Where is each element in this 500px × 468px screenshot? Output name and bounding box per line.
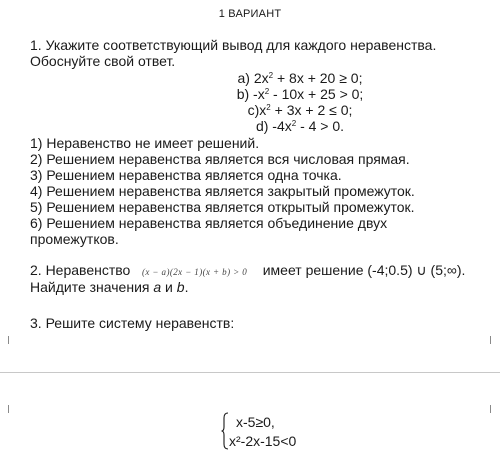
system-brace-icon xyxy=(221,412,229,450)
task2-prompt-line2: Найдите значения a и b. xyxy=(30,279,189,295)
system-inequality-2: x²-2x-15<0 xyxy=(229,433,297,449)
page-corner-mark-right xyxy=(490,336,491,344)
inequality-a: а) $2x^2 + 8x + 20 \ge 0$; xyxy=(237,70,363,86)
option-6-continued: промежутков. xyxy=(30,231,119,247)
task1-prompt-line1: 1. Укажите соответствующий вывод для каждого неравенства. xyxy=(30,37,437,53)
option-3: 3) Решением неравенства является одна точка. xyxy=(30,167,342,183)
option-6: 6) Решением неравенства является объединение двух xyxy=(30,215,388,231)
inequality-c: $c)x^2 + 3x + 2 \le 0$; xyxy=(247,102,353,118)
task3-title: 3. Решите систему неравенств: xyxy=(30,315,235,331)
task1-prompt-line2: Обоснуйте свой ответ. xyxy=(30,53,176,69)
variant-title: 1 ВАРИАНТ xyxy=(218,8,282,20)
task2-formula: (x − a)(2x − 1)(x + b) > 0 xyxy=(141,267,248,277)
option-5: 5) Решением неравенства является открытый промежуток. xyxy=(30,199,415,215)
inequality-d: d) $-4x^2 - 4 > 0$. xyxy=(255,118,345,134)
page-corner-mark-left xyxy=(8,336,9,344)
option-4: 4) Решением неравенства является закрытый промежуток. xyxy=(30,183,415,199)
page-corner-mark-right-lower xyxy=(490,405,491,413)
option-2: 2) Решением неравенства является вся числовая прямая. xyxy=(30,151,410,167)
page-break-divider xyxy=(0,372,500,373)
option-1: 1) Неравенство не имеет решений. xyxy=(30,135,260,151)
page-corner-mark-left-lower xyxy=(8,405,9,413)
inequality-b: b) $-x^2 - 10x + 25 > 0$; xyxy=(236,86,364,102)
task2-prompt-line1: 2. Неравенство (x − a)(2x − 1)(x + b) > 0 имеет решение (-4;0.5) ∪ (5;∞). xyxy=(30,262,466,278)
system-inequality-1: x-5≥0, xyxy=(236,414,275,430)
